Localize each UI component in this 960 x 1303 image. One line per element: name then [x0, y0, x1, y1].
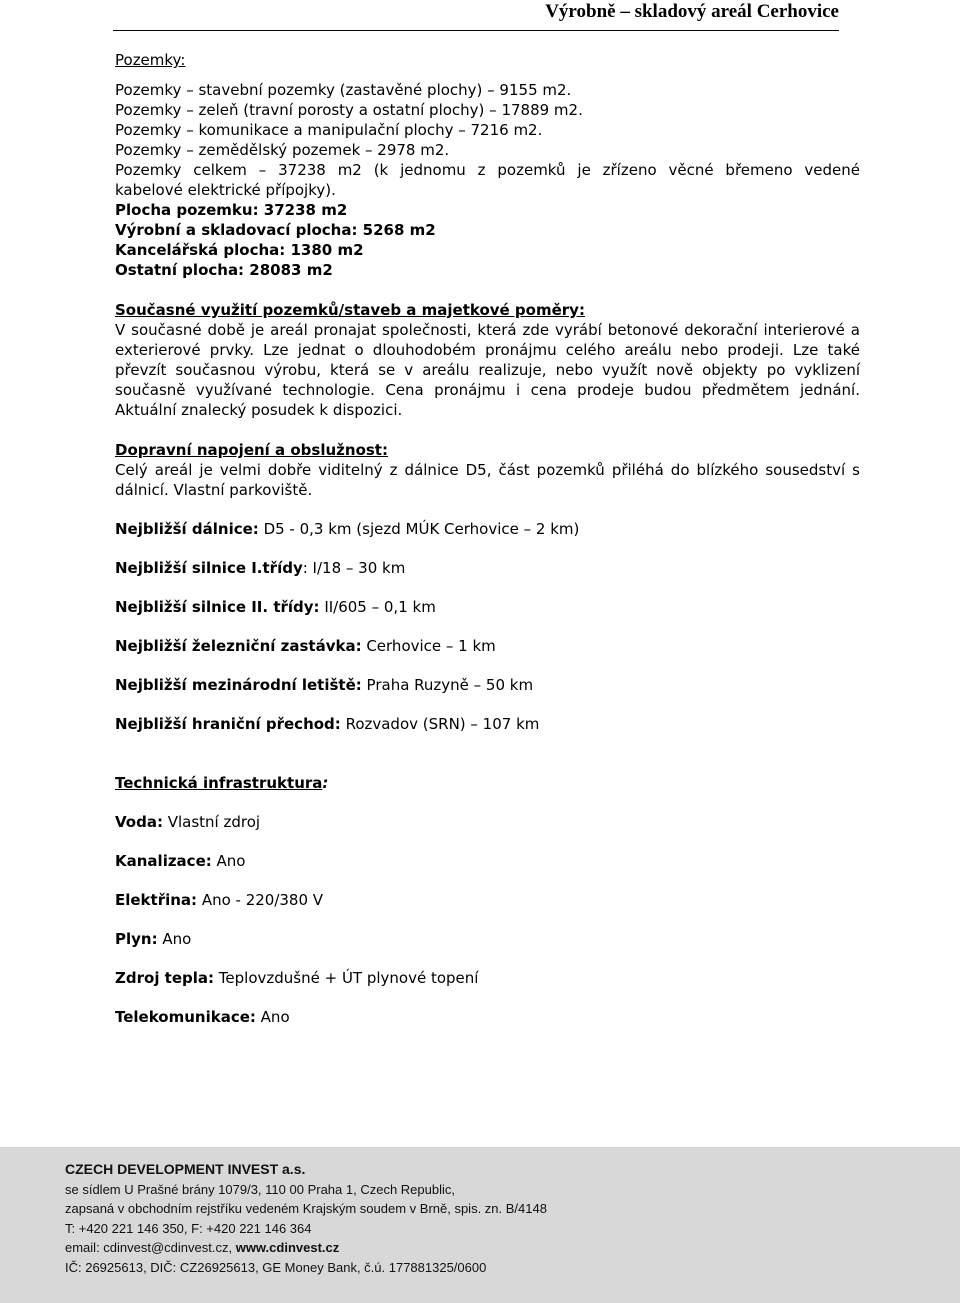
page-header	[113, 0, 839, 31]
label: Nejbližší dálnice:	[115, 520, 259, 538]
value: Rozvadov (SRN) – 107 km	[340, 715, 540, 733]
plocha-ostatni: Ostatní plocha: 28083 m2	[115, 261, 333, 279]
footer-company: CZECH DEVELOPMENT INVEST a.s.	[65, 1161, 306, 1177]
pozemky-line: Pozemky – stavební pozemky (zastavěné plochy) – 9155 m2.	[115, 81, 572, 99]
pozemky-line: Pozemky – komunikace a manipulační plochy – 7216 m2.	[115, 121, 543, 139]
pozemky-line: Pozemky celkem – 37238 m2 (k jednomu z pozemků je zřízeno věcné břemeno vedené	[115, 161, 860, 179]
tech-telekomunikace	[115, 1007, 860, 1027]
plocha-pozemku: Plocha pozemku: 37238 m2	[115, 201, 348, 219]
label: Nejbližší hraniční přechod:	[115, 715, 341, 733]
value: Praha Ruzyně – 50 km	[361, 676, 534, 694]
plocha-kancelarska: Kancelářská plocha: 1380 m2	[115, 241, 364, 259]
section-heading-vyuziti: Současné využití pozemků/staveb a majetkové poměry:	[115, 301, 585, 319]
plocha-vyrobni: Výrobní a skladovací plocha: 5268 m2	[115, 221, 436, 239]
document-body	[115, 50, 860, 1027]
footer-registry: zapsaná v obchodním rejstříku vedeném Krajským soudem v Brně, spis. zn. B/4148	[65, 1201, 547, 1217]
section-heading-pozemky: Pozemky:	[115, 51, 186, 69]
heading-colon: :	[322, 774, 329, 792]
label: Nejbližší silnice II. třídy:	[115, 598, 320, 616]
footer-email-line	[65, 1238, 547, 1258]
pozemky-line: Pozemky – zemědělský pozemek – 2978 m2.	[115, 141, 450, 159]
tech-zdroj-tepla	[115, 968, 860, 988]
footer-contact	[65, 1160, 547, 1278]
label: Nejbližší mezinárodní letiště:	[115, 676, 362, 694]
header-title: Výrobně – skladový areál Cerhovice	[545, 1, 839, 22]
label: Kanalizace:	[115, 852, 212, 870]
label: Plyn:	[115, 930, 158, 948]
label: Voda:	[115, 813, 163, 831]
pozemky-line: Pozemky – zeleň (travní porosty a ostatní plochy) – 17889 m2.	[115, 101, 583, 119]
footer-phone: T: +420 221 146 350, F: +420 221 146 364	[65, 1220, 312, 1236]
value: II/605 – 0,1 km	[319, 598, 436, 616]
footer-email[interactable]: email: cdinvest@cdinvest.cz,	[65, 1240, 236, 1256]
label: Zdroj tepla:	[115, 969, 215, 987]
label: Elektřina:	[115, 891, 198, 909]
value: D5 - 0,3 km (sjezd MÚK Cerhovice – 2 km)	[258, 520, 580, 538]
footer-web-link[interactable]: www.cdinvest.cz	[235, 1240, 340, 1256]
value: Vlastní zdroj	[162, 813, 261, 831]
nejblizsi-silnice-2	[115, 597, 860, 617]
tech-plyn	[115, 929, 860, 949]
value: Teplovzdušné + ÚT plynové topení	[214, 969, 479, 987]
tech-elektrina	[115, 890, 860, 910]
label: Telekomunikace:	[115, 1008, 256, 1026]
footer-address: se sídlem U Prašné brány 1079/3, 110 00 Praha 1, Czech Republic,	[65, 1181, 455, 1197]
value: Ano	[255, 1008, 290, 1026]
label: Nejbližší železniční zastávka:	[115, 637, 362, 655]
value: Ano	[157, 930, 192, 948]
nejblizsi-zeleznice	[115, 636, 860, 656]
page-footer	[0, 1147, 960, 1303]
section-heading-dopravni: Dopravní napojení a obslužnost:	[115, 441, 388, 459]
nejblizsi-letiste	[115, 675, 860, 695]
nejblizsi-prechod	[115, 714, 860, 734]
value: Cerhovice – 1 km	[361, 637, 496, 655]
footer-ids: IČ: 26925613, DIČ: CZ26925613, GE Money Bank, č.ú. 177881325/0600	[65, 1259, 487, 1275]
value: : I/18 – 30 km	[302, 559, 406, 577]
vyuziti-paragraph: V současné době je areál pronajat společnosti, která zde vyrábí betonové dekorační interierové a exterierové prvky. Lze jednat o dlouhodobém pronájmu celého areálu nebo prodeji. Lze také převzít současnou výrobu, která se v areálu realizuje, nebo využít nově objekty po vyklizení současně využívané technologie. Cena pronájmu i cena prodeje budou předmětem jednání. Aktuální znalecký posudek k dispozici.	[115, 321, 860, 419]
label: Nejbližší silnice I.třídy	[115, 559, 303, 577]
tech-kanalizace	[115, 851, 860, 871]
value: Ano - 220/380 V	[197, 891, 324, 909]
value: Ano	[211, 852, 246, 870]
heading-text: Technická infrastruktura	[115, 774, 323, 792]
tech-voda	[115, 812, 860, 832]
pozemky-line: kabelové elektrické přípojky).	[115, 181, 336, 199]
nejblizsi-dalnice	[115, 519, 860, 539]
section-heading-technicka	[115, 773, 860, 793]
nejblizsi-silnice-1	[115, 558, 860, 578]
dopravni-paragraph: Celý areál je velmi dobře viditelný z dálnice D5, část pozemků přiléhá do blízkého sousedství s dálnicí. Vlastní parkoviště.	[115, 461, 860, 499]
